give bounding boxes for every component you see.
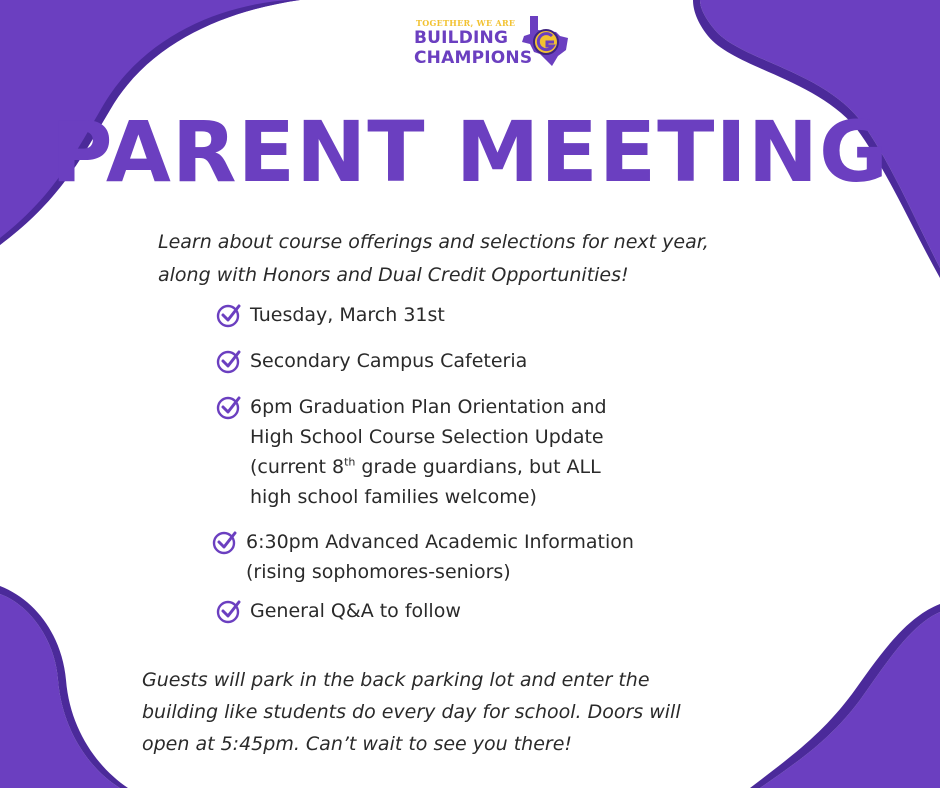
check-circle-icon	[212, 529, 238, 555]
logo-tagline: TOGETHER, WE ARE	[416, 18, 516, 28]
intro-line: Learn about course offerings and selections for next year,	[158, 231, 709, 253]
list-item-date	[216, 300, 445, 330]
check-circle-icon	[216, 394, 242, 420]
intro-text	[158, 226, 878, 292]
list-item-orientation	[216, 392, 607, 512]
logo-line-champions: CHAMPIONS	[414, 48, 533, 68]
footer-line: Guests will park in the back parking lot and enter the	[142, 669, 650, 691]
check-circle-icon	[216, 598, 242, 624]
item-text: (rising sophomores-seniors)	[246, 561, 511, 583]
item-text: Secondary Campus Cafeteria	[250, 350, 528, 372]
texas-g-emblem-icon	[516, 14, 570, 68]
list-item-qa	[216, 596, 461, 626]
item-text: high school families welcome)	[250, 486, 537, 508]
item-text: 6pm Graduation Plan Orientation and	[250, 396, 607, 418]
item-text-line3	[250, 452, 607, 482]
list-item-advanced	[212, 527, 634, 587]
item-text: 6:30pm Advanced Academic Information	[246, 531, 634, 553]
item-text-part: grade guardians, but ALL	[355, 456, 601, 478]
item-text: High School Course Selection Update	[250, 426, 604, 448]
footer-text	[142, 664, 862, 760]
footer-line: open at 5:45pm. Can’t wait to see you there!	[142, 733, 573, 755]
item-text: Tuesday, March 31st	[250, 304, 445, 326]
intro-line: along with Honors and Dual Credit Opportunities!	[158, 264, 629, 286]
logo-line-building: BUILDING	[414, 28, 509, 48]
item-text-part: (current 8	[250, 456, 345, 478]
ordinal-suffix: th	[344, 455, 356, 469]
page-title: PARENT MEETING	[51, 103, 889, 201]
logo	[412, 14, 572, 74]
list-item-location	[216, 346, 527, 376]
footer-line: building like students do every day for school. Doors will	[142, 701, 681, 723]
item-text: General Q&A to follow	[250, 600, 461, 622]
check-circle-icon	[216, 302, 242, 328]
check-circle-icon	[216, 348, 242, 374]
